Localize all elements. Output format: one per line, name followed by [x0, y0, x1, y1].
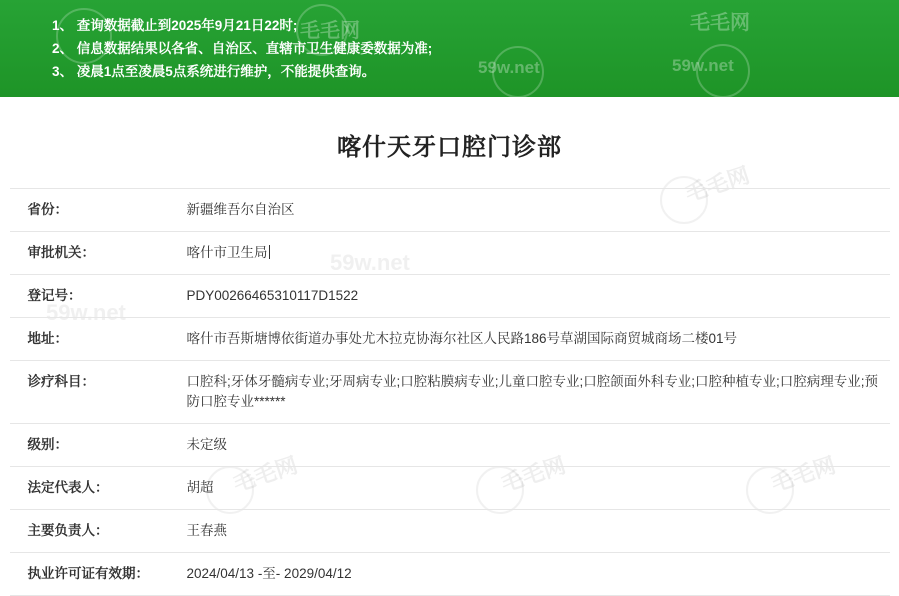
- table-row: [10, 189, 890, 232]
- field-value: 2024/04/13 -至- 2029/04/12: [186, 566, 352, 581]
- notice-banner: [0, 0, 899, 97]
- page-title: 喀什天牙口腔门诊部: [337, 134, 562, 161]
- table-row: [10, 361, 890, 424]
- table-row: [10, 318, 890, 361]
- field-value: PDY00266465310117D1522: [186, 288, 359, 303]
- field-label: 级别：: [27, 437, 68, 452]
- field-value: [187, 232, 890, 275]
- watermark-site-name: 毛毛网: [230, 452, 301, 497]
- table-row: [10, 232, 890, 275]
- field-label: 诊疗科目：: [27, 374, 95, 389]
- table-row: [10, 424, 890, 467]
- notice-list: [0, 14, 899, 83]
- table-row: [10, 275, 890, 318]
- watermark-site-name: 毛毛网: [768, 452, 839, 497]
- field-label: 地址：: [27, 331, 68, 346]
- notice-item: 2、 信息数据结果以各省、自治区、直辖市卫生健康委数据为准;: [52, 41, 433, 56]
- watermark-site-name: 毛毛网: [682, 162, 753, 207]
- field-value: 口腔科;牙体牙髓病专业;牙周病专业;口腔粘膜病专业;儿童口腔专业;口腔颌面外科专业;口腔种植专业;口腔病理专业;预防口腔专业******: [186, 374, 879, 409]
- watermark-site-name: 毛毛网: [690, 12, 750, 34]
- field-value: 新疆维吾尔自治区: [186, 202, 295, 217]
- field-value: 胡超: [186, 480, 214, 495]
- watermark-site-name: 毛毛网: [300, 20, 360, 42]
- watermark-domain: 59w.net: [46, 300, 126, 325]
- field-label: 省份：: [27, 202, 68, 217]
- watermark-domain: 59w.net: [672, 56, 734, 75]
- table-row: [10, 467, 890, 510]
- watermark-site-name: 毛毛网: [498, 452, 569, 497]
- notice-item: 1、 查询数据截止到2025年9月21日22时;: [52, 18, 298, 33]
- field-value: 喀什市吾斯塘博依街道办事处尤木拉克协海尔社区人民路186号草湖国际商贸城商场二楼01号: [186, 331, 738, 346]
- field-label: 执业许可证有效期：: [27, 566, 149, 581]
- field-label: 主要负责人：: [27, 523, 109, 538]
- field-value: 王春燕: [186, 523, 227, 538]
- field-value-text: 喀什市卫生局: [186, 245, 268, 260]
- table-row: [10, 553, 890, 596]
- field-label: 审批机关：: [27, 245, 95, 260]
- table-row: [10, 510, 890, 553]
- clinic-info-table: [10, 188, 890, 596]
- field-label: 法定代表人：: [27, 480, 109, 495]
- notice-item: 3、 凌晨1点至凌晨5点系统进行维护，不能提供查询。: [52, 64, 376, 79]
- field-label: 登记号：: [27, 288, 82, 303]
- text-caret: [269, 245, 270, 259]
- watermark-domain: 59w.net: [478, 58, 540, 77]
- watermark-domain: 59w.net: [330, 250, 410, 275]
- field-value: 未定级: [186, 437, 227, 452]
